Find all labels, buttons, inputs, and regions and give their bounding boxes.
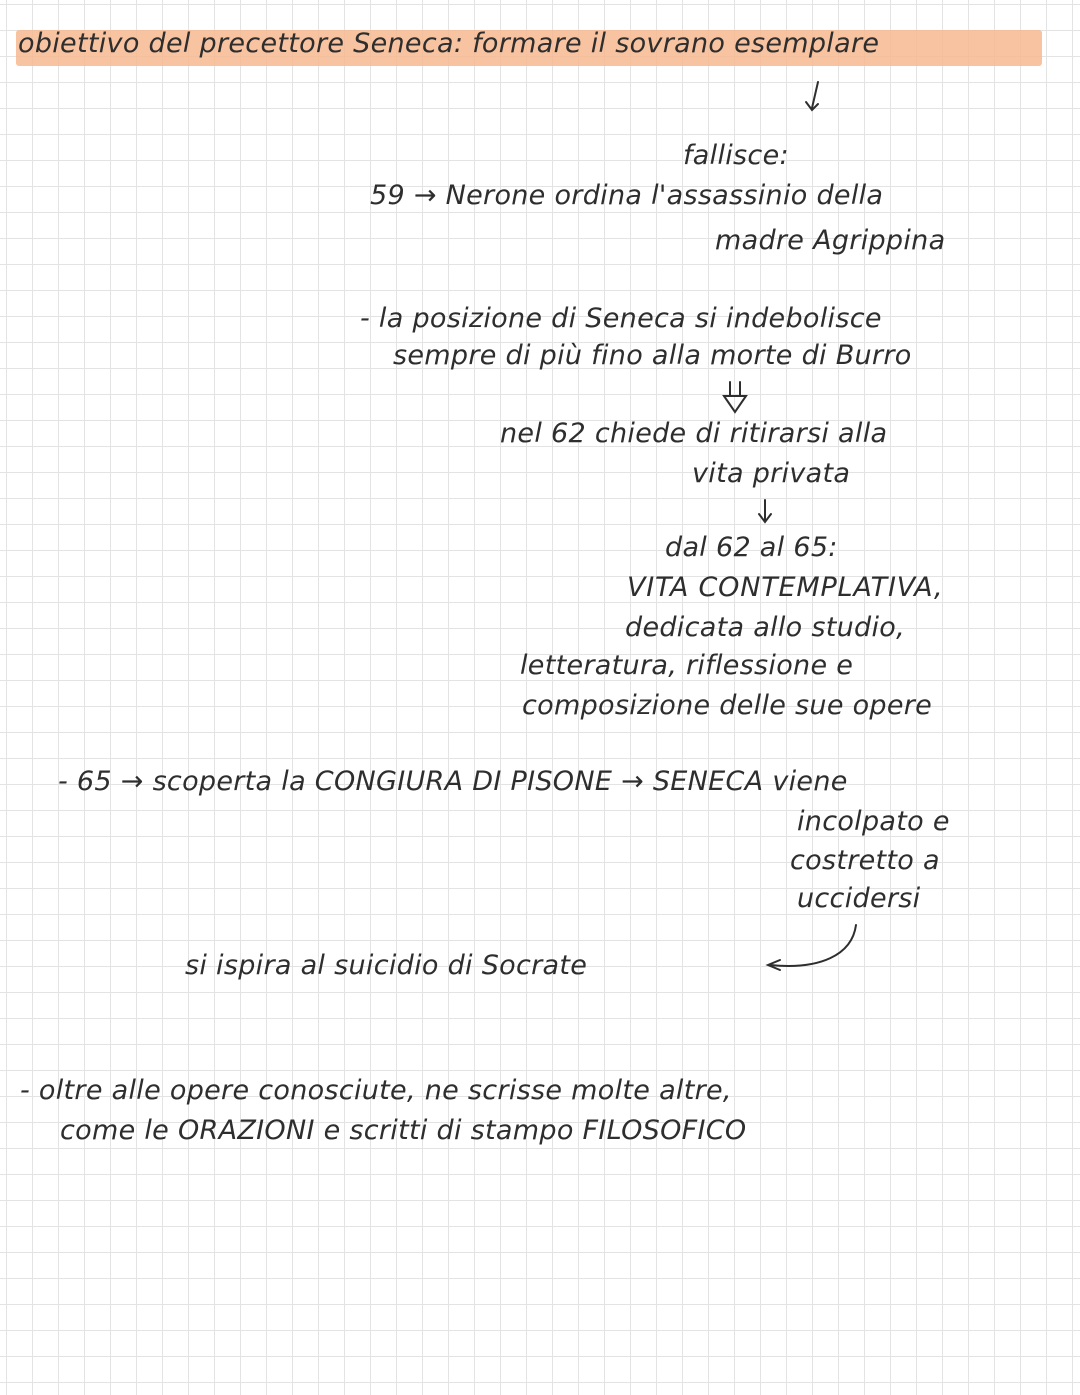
note-line: nel 62 chiede di ritirarsi alla	[500, 418, 888, 449]
curved-arrow-icon	[768, 925, 856, 970]
note-line: dedicata allo studio,	[625, 612, 905, 643]
note-line: letteratura, riflessione e	[520, 650, 854, 681]
note-line: VITA CONTEMPLATIVA,	[627, 572, 944, 603]
note-line: uccidersi	[797, 883, 921, 914]
note-line: - 65 → scoperta la CONGIURA DI PISONE → SENECA viene	[58, 766, 848, 797]
note-line: composizione delle sue opere	[522, 690, 933, 721]
note-line: - la posizione di Seneca si indebolisce	[360, 303, 882, 334]
note-line: - oltre alle opere conosciute, ne scrisse molte altre,	[20, 1075, 732, 1106]
note-line: dal 62 al 65:	[665, 532, 838, 563]
down-arrow-icon	[806, 82, 818, 110]
down-arrow-icon	[759, 500, 771, 522]
note-line: incolpato e	[797, 806, 950, 837]
note-line: si ispira al suicidio di Socrate	[185, 950, 588, 981]
note-line: vita privata	[692, 458, 851, 489]
fail-label: fallisce:	[683, 140, 789, 171]
double-down-arrow-icon	[724, 382, 746, 412]
note-line: sempre di più fino alla morte di Burro	[393, 340, 912, 371]
note-line: come le ORAZIONI e scritti di stampo FILOSOFICO	[60, 1115, 747, 1146]
page-title: obiettivo del precettore Seneca: formare il sovrano esemplare	[18, 28, 880, 59]
note-line: madre Agrippina	[715, 225, 946, 256]
note-line: 59 → Nerone ordina l'assassinio della	[370, 180, 884, 211]
note-line: costretto a	[790, 845, 940, 876]
